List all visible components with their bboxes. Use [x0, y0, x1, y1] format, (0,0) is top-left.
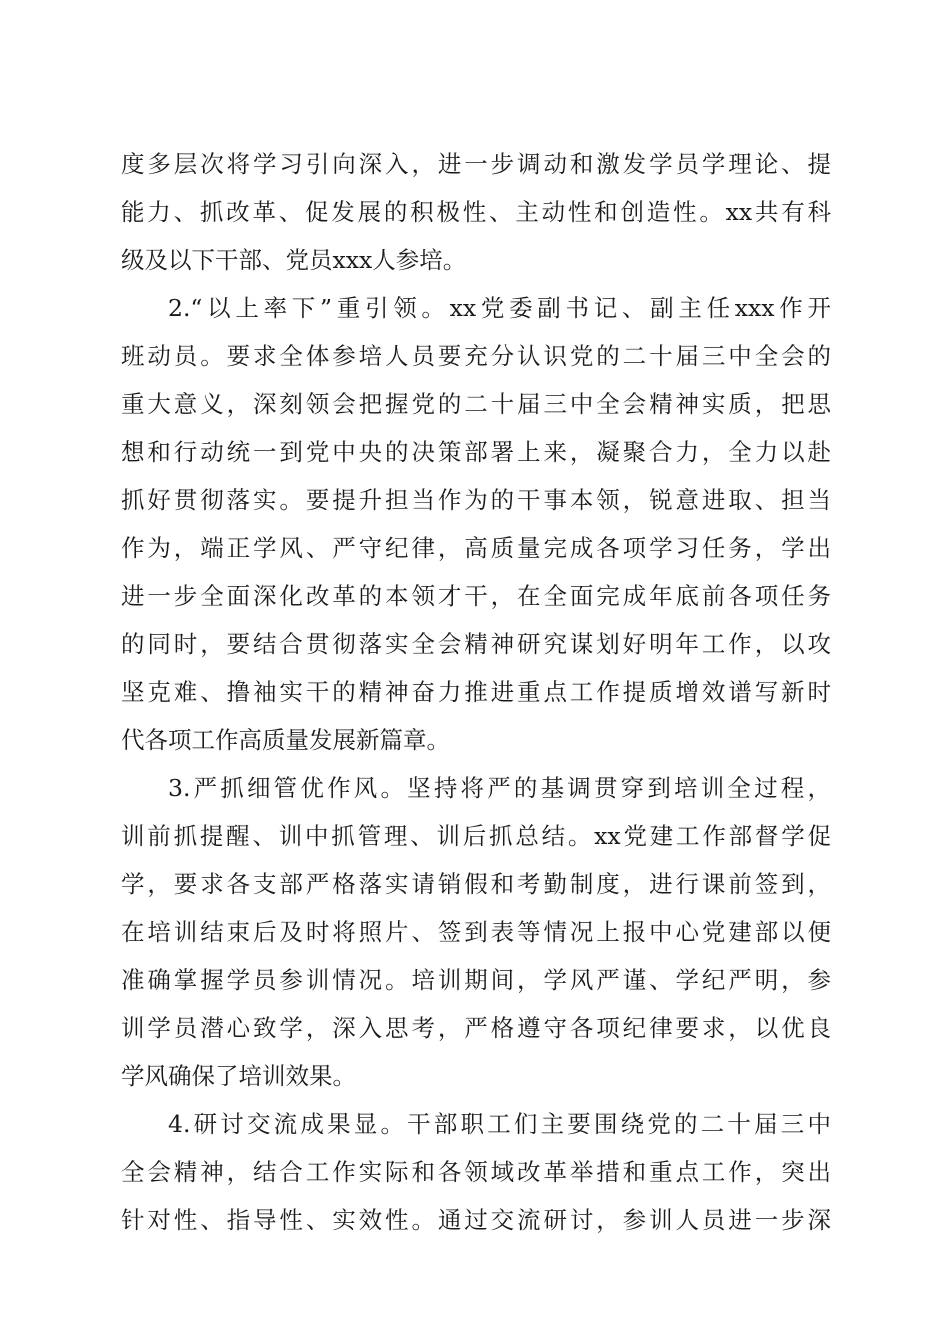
text-line: 代各项工作高质量发展新篇章。	[121, 726, 450, 754]
text-line: 抓好贯彻落实。要提升担当作为的干事本领，锐意进取、担当	[121, 486, 831, 514]
text-line: 重大意义，深刻领会把握党的二十届三中全会精神实质，把思	[121, 390, 831, 418]
text-line: 坚克难、撸袖实干的精神奋力推进重点工作提质增效谱写新时	[121, 678, 831, 706]
text-line: 作为，端正学风、严守纪律，高质量完成各项学习任务，学出	[121, 534, 831, 562]
text-line: 针对性、指导性、实效性。通过交流研讨，参训人员进一步深	[121, 1206, 831, 1234]
text-line: 能力、抓改革、促发展的积极性、主动性和创造性。xx共有科	[121, 198, 831, 226]
text-line: 训前抓提醒、训中抓管理、训后抓总结。xx党建工作部督学促	[121, 822, 831, 850]
text-line: 度多层次将学习引向深入，进一步调动和激发学员学理论、提	[121, 150, 831, 178]
text-line: 进一步全面深化改革的本领才干，在全面完成年底前各项任务	[121, 582, 831, 610]
text-line: 学风确保了培训效果。	[121, 1062, 356, 1090]
text-line: 学，要求各支部严格落实请销假和考勤制度，进行课前签到，	[121, 870, 831, 898]
text-line: 在培训结束后及时将照片、签到表等情况上报中心党建部以便	[121, 918, 831, 946]
text-line: 想和行动统一到党中央的决策部署上来，凝聚合力，全力以赴	[121, 438, 831, 466]
text-line: 准确掌握学员参训情况。培训期间，学风严谨、学纪严明，参	[121, 966, 831, 994]
text-line: 级及以下干部、党员xxx人参培。	[121, 246, 467, 274]
text-line: 训学员潜心致学，深入思考，严格遵守各项纪律要求，以优良	[121, 1014, 831, 1042]
paragraph-3-heading-line: 3.严抓细管优作风。坚持将严的基调贯穿到培训全过程，	[168, 774, 831, 802]
paragraph-2-heading-line: 2.“以上率下”重引领。xx党委副书记、副主任xxx作开	[168, 294, 831, 322]
text-line: 全会精神，结合工作实际和各领域改革举措和重点工作，突出	[121, 1158, 831, 1186]
text-line: 的同时，要结合贯彻落实全会精神研究谋划好明年工作，以攻	[121, 630, 831, 658]
text-line: 班动员。要求全体参培人员要充分认识党的二十届三中全会的	[121, 342, 831, 370]
paragraph-4-heading-line: 4.研讨交流成果显。干部职工们主要围绕党的二十届三中	[168, 1110, 831, 1138]
